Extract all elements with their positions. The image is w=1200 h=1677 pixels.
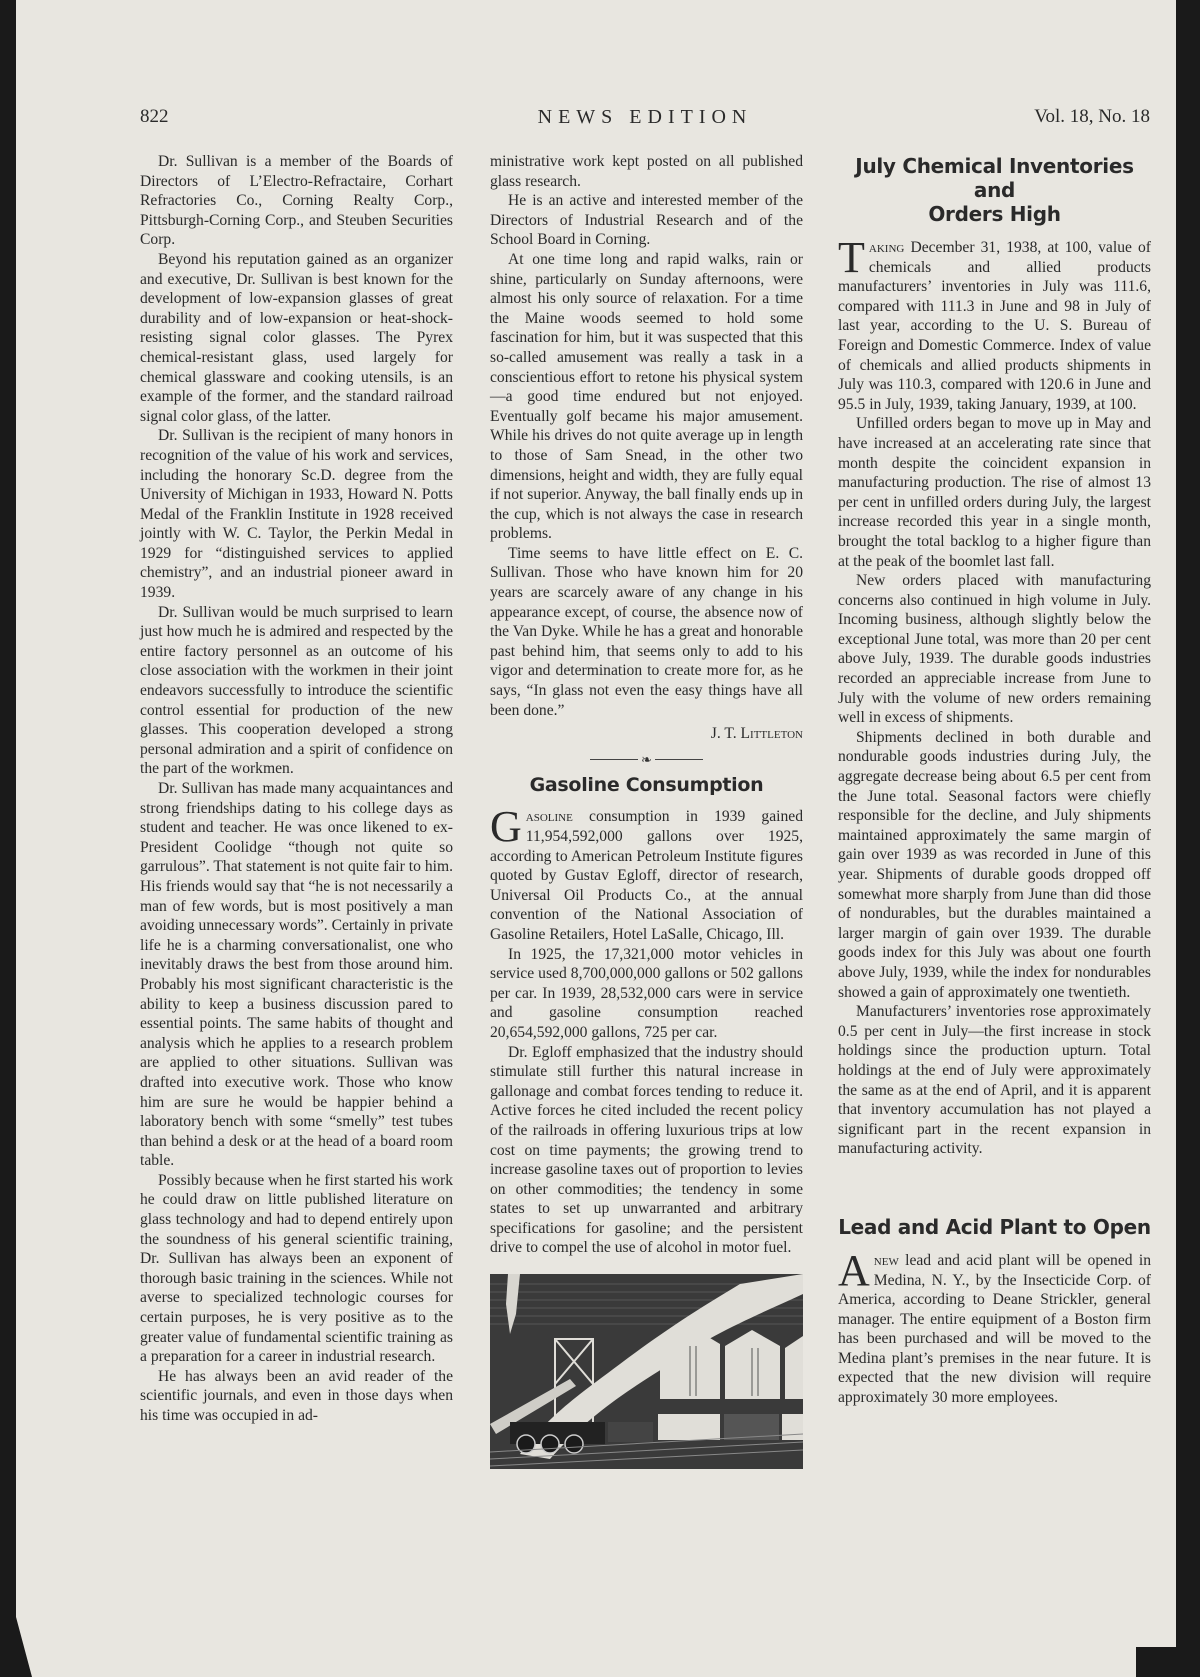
sullivan-paragraph: Time seems to have little effect on E. C. Sullivan. Those who have known him for 20 years are scarcely aware of any change in his appearance except, of course, the absence now of the Van Dyke. While he has a great and honorable past behind him, that seems only to add to his vigor and determination to create more for, as he says, “In glass not even the easy things have all been done.” (490, 544, 803, 719)
divider-rule (655, 759, 703, 760)
lead-text: December 31, 1938, at 100, value of chemicals and allied products manufacturers’ inventories in July was 111.6, compared with 111.3 in June and 98 in July of last year, according to the U. S. Bureau of Foreign and Domestic Commerce. Index of value of chemicals and allied products shipments in July was 110.3, compared with 120.6 in June and 95.5 in July, 1939, taking January, 1939, at 100. (838, 239, 1151, 413)
lead-acid-headline: Lead and Acid Plant to Open (838, 1214, 1151, 1239)
sullivan-paragraph: Dr. Sullivan is the recipient of many honors in recognition of the value of his work and services, including the honorary Sc.D. degree from the University of Michigan in 1933, Howard N. Potts Medal of the Franklin Institute in 1928 received jointly with W. C. Taylor, the Perkin Medal in 1929 for “distinguished services to applied chemistry”, and an industrial pioneer award in 1939. (140, 427, 453, 602)
sullivan-paragraph-split: He has always been an avid reader of the scientific journals, and even in those days when his time was occupied in ad- (140, 1367, 453, 1424)
gasoline-headline: Gasoline Consumption (529, 774, 764, 797)
sullivan-paragraph: Dr. Sullivan would be much surprised to learn just how much he is admired and respected by the entire factory personnel as an outcome of his close association with the workmen in their joint endeavors successfully to introduce the scientific control essential for production of the new glasses. This cooperation developed a strong personal admiration and a spirit of confidence on the part of the workmen. (140, 603, 453, 778)
sullivan-paragraph: Beyond his reputation gained as an organizer and executive, Dr. Sullivan is best known for the development of low-expansion glasses of great durability and of low-expansion or heat-shock-resisting signal color glasses. The Pyrex chemical-resistant glass, used largely for chemical glassware and cooking utensils, is an example of the former, and the standard railroad signal color glass, of the latter. (140, 250, 453, 425)
gasoline-lead-paragraph (490, 802, 803, 944)
page-corner-shadow (1136, 1647, 1176, 1677)
july-paragraph: Shipments declined in both durable and nondurable goods industries during July, the aggregate decrease being about 6.5 per cent from the June total. Seasonal factors were chiefly responsible for the decline, and July shipments maintained approximately the same margin of gain over 1939 as was recorded in June of this year. Shipments of durable goods dropped off somewhat more sharply from June than did those of nondurables, but the durables maintained a larger margin of gain over 1939. The durable goods index for this July was about one fourth above July, 1939, while the index for nondurables showed a gain of approximately one twentieth. (838, 728, 1151, 1001)
drop-cap: G (490, 802, 522, 852)
july-paragraph: Manufacturers’ inventories rose approximately 0.5 per cent in July—the first increase in stock holdings since the production upturn. Total holdings at the end of July were approximately the same as at the end of April, and it is apparent that inventory accumulation has not played a significant part in the recent expansion in manufacturing activity. (838, 1003, 1151, 1158)
sullivan-paragraph: Dr. Sullivan has made many acquaintances and strong friendships dating to his college days as student and teacher. He was once likened to ex-President Coolidge “though not quite so garrulous”. That statement is not quite fair to him. His friends would say that “he is not necessarily a man of few words, but is most positively a man avoiding unnecessary words”. Certainly in private life he is a charming conversationalist, one who inevitably draws the best from those around him. Probably his most significant characteristic is the ability to keep a business discussion pared to essential points. The same habits of thought and analysis which he applies to a research problem are applied to other situations. Sullivan was drafted into executive work. Those who know him are sure he would be happier behind a laboratory bench with some “smelly” test tubes than behind a desk or at the head of a board room table. (140, 780, 453, 1170)
author-signature: J. T. Littleton (710, 725, 803, 743)
column-left (140, 152, 453, 1426)
gasoline-paragraph: Dr. Egloff emphasized that the industry should stimulate still further this natural increase in gallonage and combat forces tending to reduce it. Active forces he cited included the recent policy of the railroads in offering luxurious trips at low cost on time payments; the growing trend to increase gasoline taxes out of proportion to levies on other commodities; the tendency in some states to set up unwarranted and arbitrary specifications for gasoline; and the persistent drive to compel the use of alcohol in motor fuel. (490, 1043, 803, 1257)
sullivan-paragraph: Possibly because when he first started his work he could draw on little published literature on glass technology and had to depend entirely upon the soundness of his general scientific training, Dr. Sullivan has always been an exponent of thorough basic training in the sciences. While not averse to specialized technologic courses for certain purposes, he is very positive as to the greater value of fundamental scientific training as a preparation for a career in industrial research. (140, 1171, 453, 1366)
sullivan-paragraph-continued: ministrative work kept posted on all published glass research. (490, 153, 803, 190)
drop-cap: A (838, 1245, 870, 1295)
publication-title: NEWS EDITION (537, 106, 753, 128)
magazine-page (16, 0, 1176, 1677)
industrial-plant-illustration (490, 1274, 803, 1469)
volume-issue: Vol. 18, No. 18 (1034, 106, 1150, 127)
sullivan-paragraph: Dr. Sullivan is a member of the Boards of Directors of L’Electro-Refractaire, Corhart Refractories Co., Corning Realty Corp., Pittsburgh-Corning Corp., and Steuben Securities Corp. (140, 153, 453, 249)
sullivan-paragraph: At one time long and rapid walks, rain or shine, particularly on Sunday afternoons, were almost his only source of relaxation. For a time the Maine woods seemed to hold some fascination for him, but it was suspected that this so-called amusement was really a task in a conscientious effort to retone his physical system—a good time endured but not enjoyed. Eventually golf became his major amusement. While his drives do not quite average up in length to those of Sam Snead, in the other two dimensions, height and width, they are fully equal if not superior. Anyway, the ball finally ends up in the cup, which is not always the case in research problems. (490, 250, 803, 543)
woodcut-image (490, 1274, 803, 1469)
fleuron-icon: ❧ (641, 751, 652, 767)
lead-text: consumption in 1939 gained 11,954,592,000 gallons over 1925, according to American Petroleum Institute figures quoted by Gustav Egloff, director of research, Universal Oil Products Co., at the annual convention of the National Association of Gasoline Retailers, Hotel LaSalle, Chicago, Ill. (490, 808, 803, 943)
drop-cap: T (838, 233, 865, 282)
sullivan-paragraph: He is an active and interested member of the Directors of Industrial Research and of the School Board in Corning. (490, 192, 803, 249)
july-paragraph: Unfilled orders began to move up in May and have increased at an accelerating rate since that month despite the coincident expansion in manufacturing production. The rise of almost 13 per cent in unfilled orders during July, the largest increase recorded this year in a single month, brought the total backlog to a higher figure than at the peak of the boomlet last fall. (838, 415, 1151, 570)
lead-smallcaps: asoline (525, 808, 573, 826)
lead-text: lead and acid plant will be opened in Medina, N. Y., by the Insecticide Corp. of America, according to Deane Strickler, general manager. The entire equipment of a Boston firm has been purchased and will be moved to the Medina plant’s premises in the near future. It is expected that the new division will require approximately 30 more employees. (838, 1251, 1151, 1407)
page-number: 822 (140, 106, 169, 127)
july-lead-paragraph (838, 233, 1151, 414)
july-paragraph: New orders placed with manufacturing concerns also continued in high volume in July. Incoming business, although slightly below the exceptional June total, was more than 20 per cent above July, 1939. The durable goods industries recorded an appreciable increase from June to July with the volume of new orders remaining well in excess of shipments. (838, 572, 1151, 727)
headline-line: July Chemical Inventories and (855, 154, 1134, 202)
gasoline-paragraph: In 1925, the 17,321,000 motor vehicles in service used 8,700,000,000 gallons or 502 gallons per car. In 1939, 28,532,000 cars were in service and gasoline consumption reached 20,654,592,000 gallons, 725 per car. (490, 945, 803, 1041)
column-middle (490, 152, 803, 1469)
column-right (838, 152, 1151, 1408)
divider-rule (590, 759, 638, 760)
july-headline (838, 154, 1151, 226)
headline-line: Orders High (928, 202, 1061, 226)
lead-smallcaps: aking (868, 239, 905, 256)
section-divider (490, 750, 803, 770)
lead-acid-paragraph (838, 1245, 1151, 1408)
lead-smallcaps: new (873, 1251, 899, 1269)
page-header (140, 106, 1150, 136)
